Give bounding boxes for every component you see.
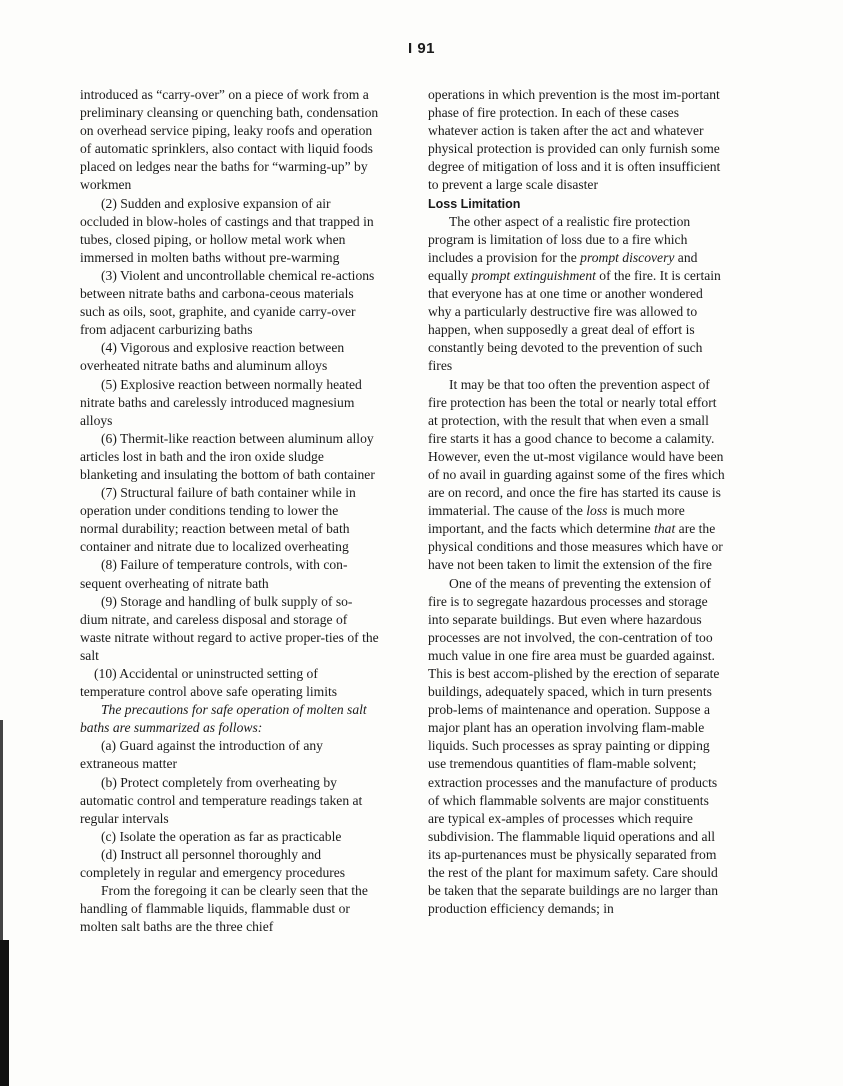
paragraph-prevention: operations in which prevention is the most im-portant phase of fire protection. In each of these cases whatever action is taken after the act and whatever physical protection is provided can only furnish some degree of mitigation of loss and it is often insufficient to prevent a large scale disaster [428, 87, 721, 193]
scan-margin-bar [0, 940, 9, 1086]
text-run: The other aspect of a realistic fire protection program is limitation of loss due to a fire which includes a provision for the [428, 213, 691, 265]
hazard-item-2: (2) Sudden and explosive expansion of air occluded in blow-holes of castings and that trapped in tubes, closed piping, or hollow metal work when immersed in molten baths without pre-warming [80, 195, 374, 265]
text-run: It may be that too often the prevention aspect of fire protection has been the total or nearly total effort at protection, with the result that when even a small fire starts it has a good chance to become a calamity. However, even the ut-most vigilance would have been of no avail in guarding against some of the fires which are on record, and once the fire has started its cause is immaterial. The cause of the [428, 376, 725, 519]
hazard-item-5: (5) Explosive reaction between normally heated nitrate baths and carelessly introduced magnesium alloys [80, 376, 362, 428]
emphasis-loss: loss [586, 503, 608, 519]
precaution-item-d: (d) Instruct all personnel thoroughly and completely in regular and emergency procedures [80, 846, 346, 881]
hazard-item-6: (6) Thermit-like reaction between aluminum alloy articles lost in bath and the iron oxide sludge blanketing and insulating the bottom of bath container [80, 430, 375, 482]
paragraph-carry-over: introduced as “carry-over” on a piece of work from a preliminary cleansing or quenching bath, condensation on overhead service piping, leaky roofs and operation of automatic sprinklers, also contact with liquid foods placed on ledges near the baths for “warming-up” by workmen [80, 87, 379, 193]
scan-margin-shadow [0, 720, 3, 940]
text-run: and equally [428, 249, 698, 283]
precaution-item-c: (c) Isolate the operation as far as practicable [101, 828, 342, 844]
hazard-item-3: (3) Violent and uncontrollable chemical re-actions between nitrate baths and carbona-ceous materials such as oils, soot, graphite, and cyanide carry-over from adjacent carburizing baths [80, 267, 375, 338]
precautions-intro: The precautions for safe operation of molten salt baths are summarized as follows: [80, 702, 367, 736]
emphasis-that: that [654, 521, 676, 537]
paragraph-segregation: One of the means of preventing the extension of fire is to segregate hazardous processes and storage into separate buildings. But even where hazardous processes are not involved, the con-centration of too much value in one fire area must be guarded against. This is best accom-plished by the erection of separate buildings, adequately spaced, which in turn presents prob-lems of maintenance and operation. Suppose a major plant has an operation involving flam-mable liquids. Such processes as spray painting or dipping use tremendous quantities of flam-mable solvent; extraction processes and the manufacture of products of which flammable solvents are major constituents are typical ex-amples of processes which require subdivision. The flammable liquid operations and all its ap-purtenances must be physically separated from the rest of the plant for maximum safety. Care should be taken that the separate buildings are no larger than production efficiency demands; in [428, 575, 720, 917]
closing-paragraph: From the foregoing it can be clearly seen that the handling of flammable liquids, flammable dust or molten salt baths are the three chief [80, 883, 368, 935]
left-column [80, 86, 380, 936]
precaution-item-a: (a) Guard against the introduction of any extraneous matter [80, 738, 323, 772]
text-run: of the fire. It is certain that everyone has at one time or another wondered why a particularly destructive fire was allowed to happen, when supposedly a great deal of effort is constantly being devoted to the prevention of such fires [428, 267, 721, 374]
emphasis-prompt-extinguishment: prompt extinguishment [471, 267, 596, 283]
precaution-item-b: (b) Protect completely from overheating by automatic control and temperature readings taken at regular intervals [80, 774, 363, 826]
section-heading-loss-limitation: Loss Limitation [428, 196, 521, 211]
hazard-item-7: (7) Structural failure of bath container while in operation under conditions tending to lower the normal durability; reaction between metal of bath container and nitrate due to localized overheating [80, 485, 356, 555]
text-run: is much more important, and the facts which determine [428, 503, 685, 537]
hazard-item-4: (4) Vigorous and explosive reaction between overheated nitrate baths and aluminum alloys [80, 340, 345, 374]
hazard-item-8: (8) Failure of temperature controls, with con-sequent overheating of nitrate bath [80, 557, 348, 591]
right-column [428, 86, 728, 918]
text-run: are the physical conditions and those measures which have or have not been taken to limit the extension of the fire [428, 521, 723, 573]
hazard-item-9: (9) Storage and handling of bulk supply of so-dium nitrate, and careless disposal and storage of waste nitrate without regard to active proper-ties of the salt [80, 593, 379, 663]
emphasis-prompt-discovery: prompt discovery [580, 249, 675, 265]
hazard-item-10: (10) Accidental or uninstructed setting of temperature control above safe operating limits [80, 666, 338, 700]
page-number: I 91 [407, 40, 436, 57]
paragraph-prevention-aspect [428, 376, 728, 575]
paragraph-loss-limitation [428, 213, 728, 376]
